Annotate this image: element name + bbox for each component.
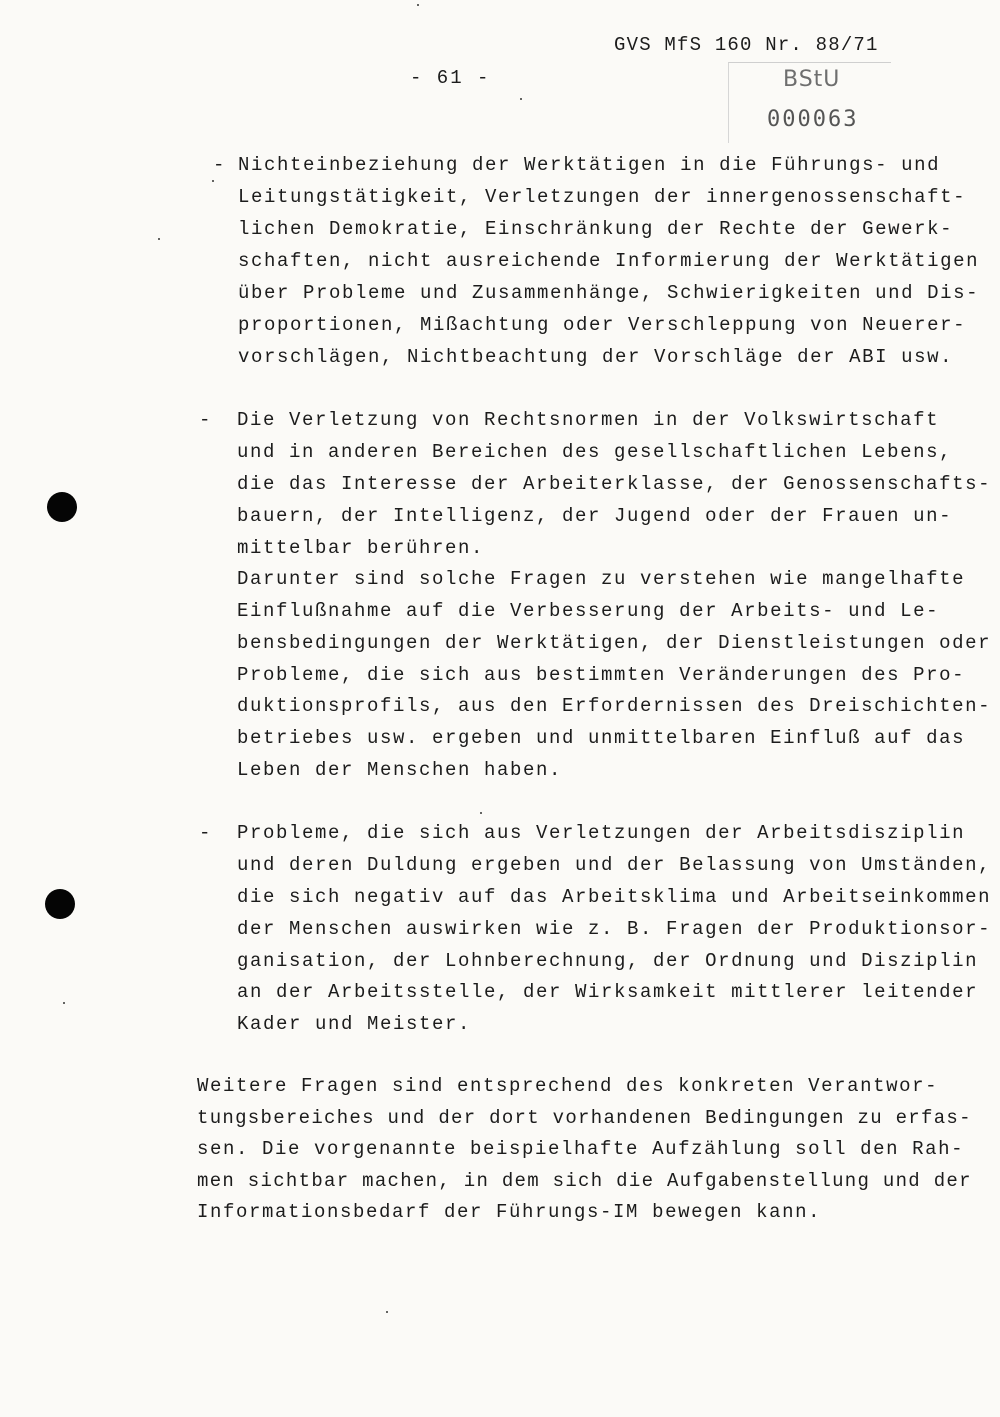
bullet-1-line: proportionen, Mißachtung oder Verschleppung von Neuerer- <box>238 314 967 336</box>
closing-paragraph-line: sen. Die vorgenannte beispielhafte Aufzählung soll den Rah- <box>197 1138 965 1160</box>
bullet-2-line: betriebes usw. ergeben und unmittelbaren Einfluß auf das <box>237 727 966 749</box>
bullet-2-line: bauern, der Intelligenz, der Jugend oder der Frauen un- <box>237 505 953 527</box>
bullet-2-line: Probleme, die sich aus bestimmten Veränderungen des Pro- <box>237 664 966 686</box>
paper-speck <box>386 1311 388 1313</box>
bullet-3-line: an der Arbeitsstelle, der Wirksamkeit mittlerer leitender <box>237 981 979 1003</box>
punch-hole-bottom <box>45 889 75 919</box>
bullet-2-line: bensbedingungen der Werktätigen, der Dienstleistungen oder <box>237 632 992 654</box>
bullet-2-line: duktionsprofils, aus den Erfordernissen des Dreischichten- <box>237 695 992 717</box>
stamp-page-number: 000063 <box>767 107 859 132</box>
bullet-2-line: Einflußnahme auf die Verbesserung der Arbeits- und Le- <box>237 600 940 622</box>
bullet-3-line: und deren Duldung ergeben und der Belassung von Umständen, <box>237 854 992 876</box>
bullet-2-line: Die Verletzung von Rechtsnormen in der Volkswirtschaft <box>237 409 940 431</box>
paper-speck <box>417 4 419 6</box>
bullet-3-line: ganisation, der Lohnberechnung, der Ordnung und Disziplin <box>237 950 979 972</box>
bullet-2-line: die das Interesse der Arbeiterklasse, der Genossenschafts- <box>237 473 992 495</box>
bullet-3-line: Probleme, die sich aus Verletzungen der Arbeitsdisziplin <box>237 822 966 844</box>
bullet-3-line: Kader und Meister. <box>237 1013 472 1035</box>
paper-speck <box>480 812 482 814</box>
bullet-dash-2: - <box>199 409 211 431</box>
bullet-dash-3: - <box>199 822 211 844</box>
paper-speck <box>158 238 160 240</box>
bullet-1-line: über Probleme und Zusammenhänge, Schwierigkeiten und Dis- <box>238 282 980 304</box>
paper-speck <box>63 1002 65 1004</box>
closing-paragraph-line: tungsbereiches und der dort vorhandenen Bedingungen zu erfas- <box>197 1107 972 1129</box>
bullet-dash-1: - <box>213 154 225 176</box>
bullet-3-line: die sich negativ auf das Arbeitsklima und Arbeitseinkommen <box>237 886 992 908</box>
punch-hole-top <box>47 492 77 522</box>
stamp-agency-name: BStU <box>783 67 841 92</box>
closing-paragraph-line: men sichtbar machen, in dem sich die Aufgabenstellung und der <box>197 1170 972 1192</box>
page-number: - 61 - <box>410 67 491 89</box>
archive-stamp <box>728 62 891 143</box>
bullet-1-line: Nichteinbeziehung der Werktätigen in die Führungs- und <box>238 154 941 176</box>
bullet-2-line: Darunter sind solche Fragen zu verstehen wie mangelhafte <box>237 568 966 590</box>
bullet-1-line: lichen Demokratie, Einschränkung der Rechte der Gewerk- <box>238 218 954 240</box>
paper-speck <box>520 98 522 100</box>
bullet-3-line: der Menschen auswirken wie z. B. Fragen der Produktionsor- <box>237 918 992 940</box>
bullet-1-line: Leitungstätigkeit, Verletzungen der innergenossenschaft- <box>238 186 967 208</box>
paper-speck <box>212 180 214 182</box>
bullet-1-line: vorschlägen, Nichtbeachtung der Vorschläge der ABI usw. <box>238 346 954 368</box>
bullet-1-line: schaften, nicht ausreichende Informierung der Werktätigen <box>238 250 980 272</box>
closing-paragraph-line: Informationsbedarf der Führungs-IM bewegen kann. <box>197 1201 822 1223</box>
bullet-2-line: und in anderen Bereichen des gesellschaftlichen Lebens, <box>237 441 953 463</box>
closing-paragraph-line: Weitere Fragen sind entsprechend des konkreten Verantwor- <box>197 1075 939 1097</box>
classification-header: GVS MfS 160 Nr. 88/71 <box>614 34 879 56</box>
bullet-2-line: Leben der Menschen haben. <box>237 759 563 781</box>
bullet-2-line: mittelbar berühren. <box>237 537 485 559</box>
